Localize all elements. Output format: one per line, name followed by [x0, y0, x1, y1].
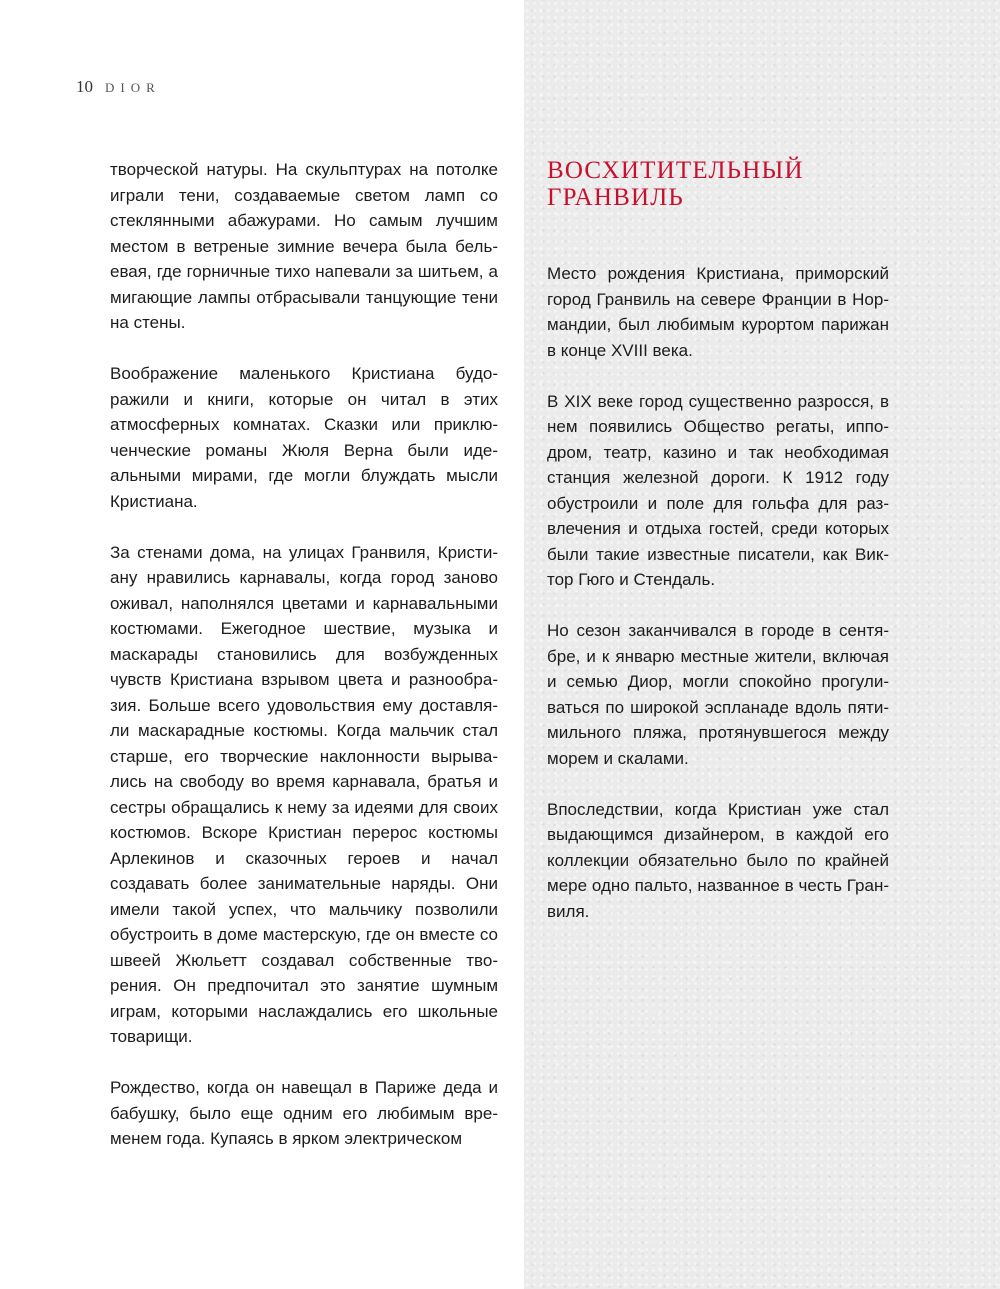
main-paragraph-3: За стенами дома, на улицах Гранвиля, Кристиану нравились карнавалы, когда город заново оживал, наполнялся цветами и карнавальными костюмами. Ежегодное шествие, музыка и маскарады становились для возбужденных чувств Кристиана взрывом цвета и разнообразия. Больше всего удовольствия ему доставляли маскарадные костюмы. Когда мальчик стал старше, его творческие наклонности вырывались на свободу во время карнавала, братья и сестры обращались к нему за идеями для своих костюмов. Вскоре Кристиан перерос костюмы Арлекинов и сказочных героев и начал создавать более занимательные наряды. Они имели такой успех, что мальчику позволили обустроить в доме мастерскую, где он вместе со швеей Жюльетт создавал собственные творения. Он предпочитал это занятие шумным играм, которыми наслаждались его школьные товарищи.: [110, 542, 498, 1046]
running-header: [76, 77, 161, 97]
sidebar-paragraph-4: Впоследствии, когда Кристиан уже стал выдающимся дизайнером, в каждой его коллекции обязательно было по крайней мере одно пальто, названное в честь Гранвиля.: [547, 799, 889, 921]
main-paragraph-2: Воображение маленького Кристиана будоражили и книги, которые он читал в этих атмосферных комнатах. Сказки или приключенческие романы Жюля Верна были идеальными мирами, где могли блуждать мысли Кристиана.: [110, 364, 498, 511]
sidebar-paragraph-2: В XIX веке город существенно разросся, в нем появились Общество регаты, ипподром, театр, казино и так необходимая станция железной дороги. К 1912 году обустроили и поле для гольфа для развлечения и отдыха гостей, среди которых были такие известные писатели, как Виктор Гюго и Стендаль.: [547, 391, 889, 589]
sidebar-text-column: [547, 157, 889, 950]
sidebar-title: [547, 157, 889, 211]
sidebar-paragraph-1: Место рождения Кристиана, приморский город Гранвиль на севере Франции в Нормандии, был любимым курортом парижан в конце XVIII века.: [547, 264, 889, 360]
sidebar-title-line-2: ГРАНВИЛЬ: [547, 184, 684, 211]
page-number: 10: [76, 77, 93, 96]
main-paragraph-1: творческой натуры. На скульптурах на потолке играли тени, создаваемые светом ламп со стеклянными абажурами. Но самым лучшим местом в ветреные зимние вечера была бельевая, где горничные тихо напевали за шитьем, а мигающие лампы отбрасывали танцующие тени на стены.: [110, 160, 498, 332]
title-spacer: [547, 211, 889, 261]
sidebar-title-line-1: ВОСХИТИТЕЛЬНЫЙ: [547, 157, 804, 184]
main-text-column: [110, 157, 498, 1177]
brand-name: DIOR: [105, 80, 161, 95]
sidebar-paragraph-3: Но сезон заканчивался в городе в сентябре, и к январю местные жители, включая и семью Диор, могли спокойно прогуливаться по широкой эспланаде вдоль пятимильного пляжа, протянувшегося между морем и скалами.: [547, 621, 889, 768]
main-paragraph-4: Рождество, когда он навещал в Париже деда и бабушку, было еще одним его любимым временем года. Купаясь в ярком электрическом: [110, 1078, 498, 1148]
